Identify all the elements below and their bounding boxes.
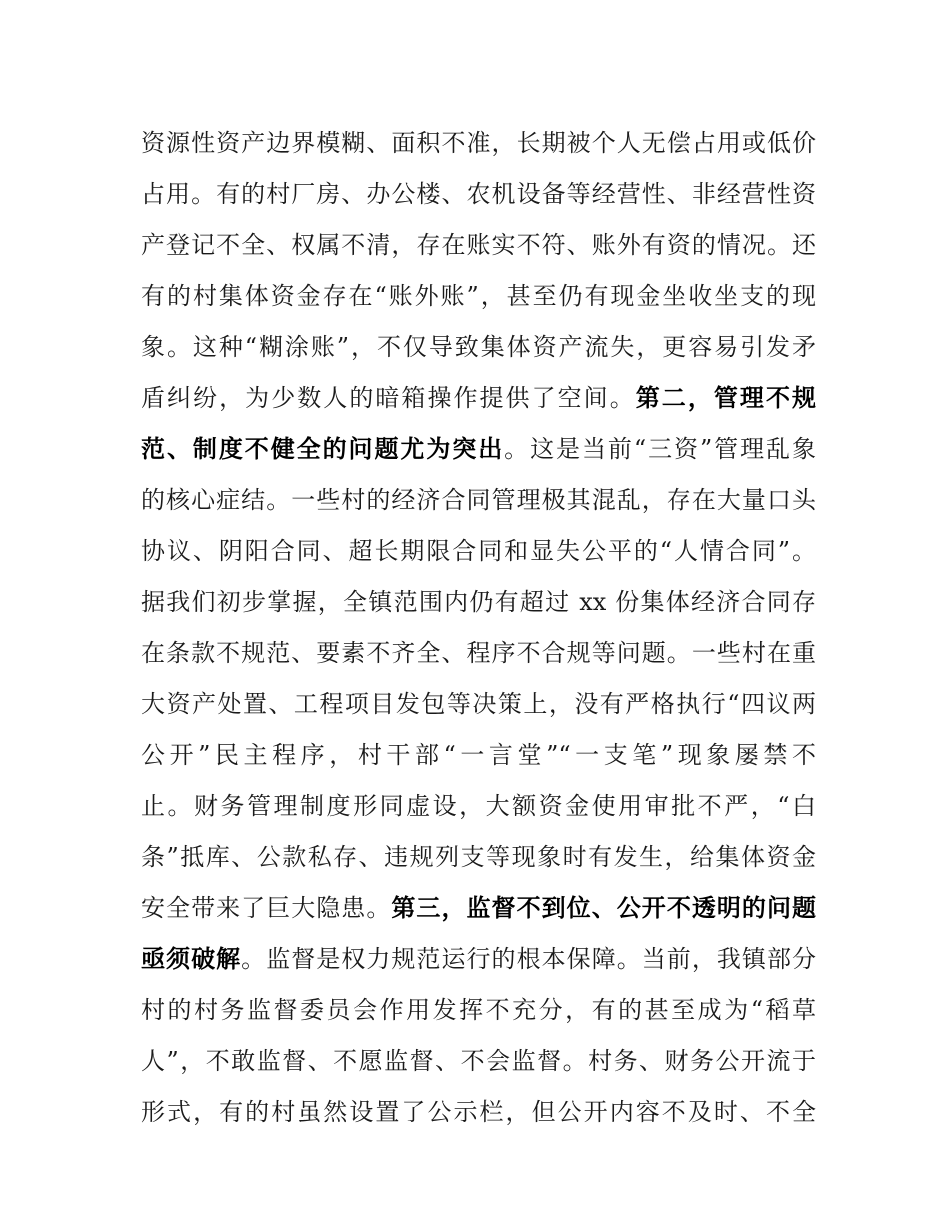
- text-line: [141, 832, 816, 883]
- text-run: 的核心症结。一些村的经济合同管理极其混乱，存在大量口头: [141, 486, 816, 514]
- text-run: 止。财务管理制度形同虚设，大额资金使用审批不严，“白: [141, 792, 816, 820]
- text-run: 协议、阴阳合同、超长期限合同和显失公平的“人情合同”。: [141, 537, 816, 565]
- text-line: [141, 934, 816, 985]
- text-run: 公开”民主程序，村干部“一言堂”“一支笔”现象屡禁不: [141, 741, 816, 769]
- text-run: 占用。有的村厂房、办公楼、农机设备等经营性、非经营性资: [141, 180, 816, 208]
- text-run: 象。这种“糊涂账”，不仅导致集体资产流失，更容易引发矛: [141, 333, 816, 361]
- text-run: 形式，有的村虽然设置了公示栏，但公开内容不及时、不全: [141, 1098, 816, 1126]
- text-run: 在条款不规范、要素不齐全、程序不合规等问题。一些村在重: [141, 639, 816, 667]
- text-run: 村的村务监督委员会作用发挥不充分，有的甚至成为“稻草: [141, 996, 816, 1024]
- bold-text-run: 第三，监督不到位、公开不透明的问题: [391, 894, 816, 922]
- text-line: [141, 628, 816, 679]
- text-line: [141, 475, 816, 526]
- text-run: 盾纠纷，为少数人的暗箱操作提供了空间。: [141, 384, 636, 412]
- bold-text-run: 第二，管理不规: [635, 384, 816, 412]
- text-run: 条”抵库、公款私存、违规列支等现象时有发生，给集体资金: [141, 843, 816, 871]
- text-line: [141, 424, 816, 475]
- text-run: 。监督是权力规范运行的根本保障。当前，我镇部分: [241, 945, 816, 973]
- text-line: [141, 883, 816, 934]
- text-line: [141, 169, 816, 220]
- text-line: [141, 679, 816, 730]
- body-text: [141, 118, 816, 1138]
- text-line: [141, 1036, 816, 1087]
- text-line: [141, 271, 816, 322]
- text-line: [141, 118, 816, 169]
- text-run: 据我们初步掌握，全镇范围内仍有超过 xx 份集体经济合同存: [141, 588, 816, 616]
- text-line: [141, 373, 816, 424]
- text-run: 安全带来了巨大隐患。: [141, 894, 392, 922]
- text-line: [141, 220, 816, 271]
- bold-text-run: 亟须破解: [141, 945, 242, 973]
- bold-text-run: 范、制度不健全的问题尤为突出: [141, 435, 505, 463]
- text-line: [141, 985, 816, 1036]
- text-run: 人”，不敢监督、不愿监督、不会监督。村务、财务公开流于: [141, 1047, 816, 1075]
- text-run: 有的村集体资金存在“账外账”，甚至仍有现金坐收坐支的现: [141, 282, 816, 310]
- text-run: 资源性资产边界模糊、面积不准，长期被个人无偿占用或低价: [141, 129, 816, 157]
- text-run: 。这是当前“三资”管理乱象: [504, 435, 816, 463]
- text-line: [141, 1087, 816, 1138]
- text-run: 大资产处置、工程项目发包等决策上，没有严格执行“四议两: [141, 690, 816, 718]
- text-run: 产登记不全、权属不清，存在账实不符、账外有资的情况。还: [141, 231, 816, 259]
- text-line: [141, 577, 816, 628]
- text-line: [141, 526, 816, 577]
- text-line: [141, 322, 816, 373]
- text-line: [141, 781, 816, 832]
- text-line: [141, 730, 816, 781]
